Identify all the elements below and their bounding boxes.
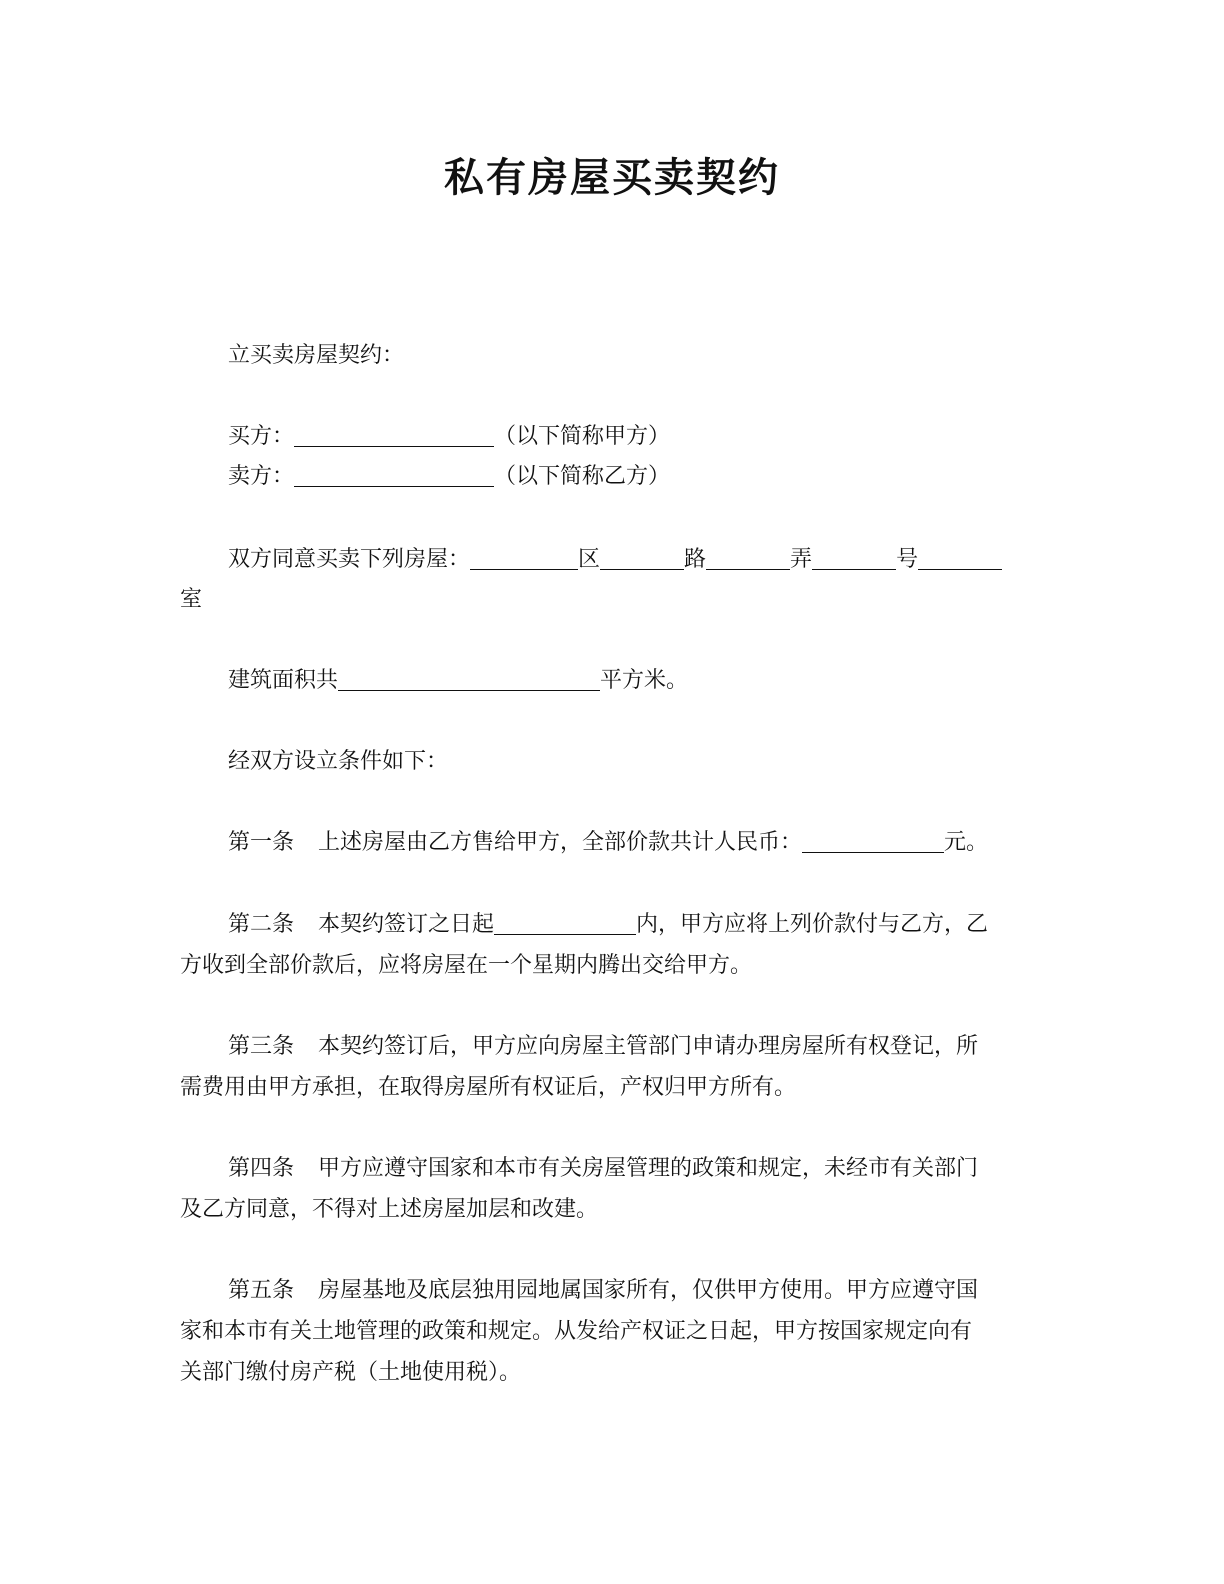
lane-blank[interactable]	[706, 547, 790, 570]
number-label: 号	[896, 547, 919, 572]
buyer-line	[228, 422, 670, 452]
article-5-line-2: 家和本市有关土地管理的政策和规定。从发给产权证之日起，甲方按国家规定向有	[180, 1319, 973, 1344]
conditions-intro: 经双方设立条件如下：	[228, 749, 449, 774]
number-blank[interactable]	[812, 547, 896, 570]
article-1-suffix: 元。	[944, 830, 989, 855]
room-label: 室	[180, 587, 203, 612]
road-label: 路	[684, 547, 707, 572]
district-blank[interactable]	[470, 547, 578, 570]
article-1-label: 第一条	[228, 830, 295, 855]
article-5	[228, 1276, 978, 1306]
room-blank[interactable]	[918, 547, 1002, 570]
article-2-text-after: 内，甲方应将上列价款付与乙方，乙	[636, 912, 989, 937]
buyer-label: 买方：	[228, 424, 295, 449]
road-blank[interactable]	[600, 547, 684, 570]
property-prefix: 双方同意买卖下列房屋：	[228, 547, 471, 572]
article-4-text: 甲方应遵守国家和本市有关房屋管理的政策和规定，未经市有关部门	[318, 1156, 979, 1181]
article-1	[228, 828, 988, 858]
seller-blank[interactable]	[294, 464, 494, 487]
document-title: 私有房屋买卖契约	[444, 155, 780, 201]
article-5-text: 房屋基地及底层独用园地属国家所有，仅供甲方使用。甲方应遵守国	[318, 1278, 979, 1303]
seller-suffix: （以下简称乙方）	[494, 464, 671, 489]
area-blank[interactable]	[338, 668, 600, 691]
buyer-blank[interactable]	[294, 424, 494, 447]
seller-label: 卖方：	[228, 464, 295, 489]
price-blank[interactable]	[802, 830, 944, 853]
article-3-line-2: 需费用由甲方承担，在取得房屋所有权证后，产权归甲方所有。	[180, 1075, 797, 1100]
area-line	[228, 666, 688, 696]
area-prefix: 建筑面积共	[228, 668, 339, 693]
article-2-label: 第二条	[228, 912, 295, 937]
article-3	[228, 1032, 978, 1062]
intro-line: 立买卖房屋契约：	[228, 343, 405, 368]
article-4	[228, 1154, 978, 1184]
article-4-line-2: 及乙方同意，不得对上述房屋加层和改建。	[180, 1197, 599, 1222]
article-1-text: 上述房屋由乙方售给甲方，全部价款共计人民币：	[318, 830, 803, 855]
article-3-label: 第三条	[228, 1034, 295, 1059]
seller-line	[228, 462, 670, 492]
article-2-line-2: 方收到全部价款后，应将房屋在一个星期内腾出交给甲方。	[180, 953, 753, 978]
article-5-line-3: 关部门缴付房产税（土地使用税）。	[180, 1360, 522, 1385]
article-2-text: 本契约签订之日起	[318, 912, 495, 937]
property-line	[228, 545, 1002, 575]
article-3-text: 本契约签订后，甲方应向房屋主管部门申请办理房屋所有权登记，所	[318, 1034, 979, 1059]
article-2	[228, 910, 988, 940]
area-suffix: 平方米。	[600, 668, 689, 693]
article-5-label: 第五条	[228, 1278, 295, 1303]
lane-label: 弄	[790, 547, 813, 572]
district-label: 区	[578, 547, 601, 572]
payment-period-blank[interactable]	[494, 912, 636, 935]
article-4-label: 第四条	[228, 1156, 295, 1181]
buyer-suffix: （以下简称甲方）	[494, 424, 671, 449]
